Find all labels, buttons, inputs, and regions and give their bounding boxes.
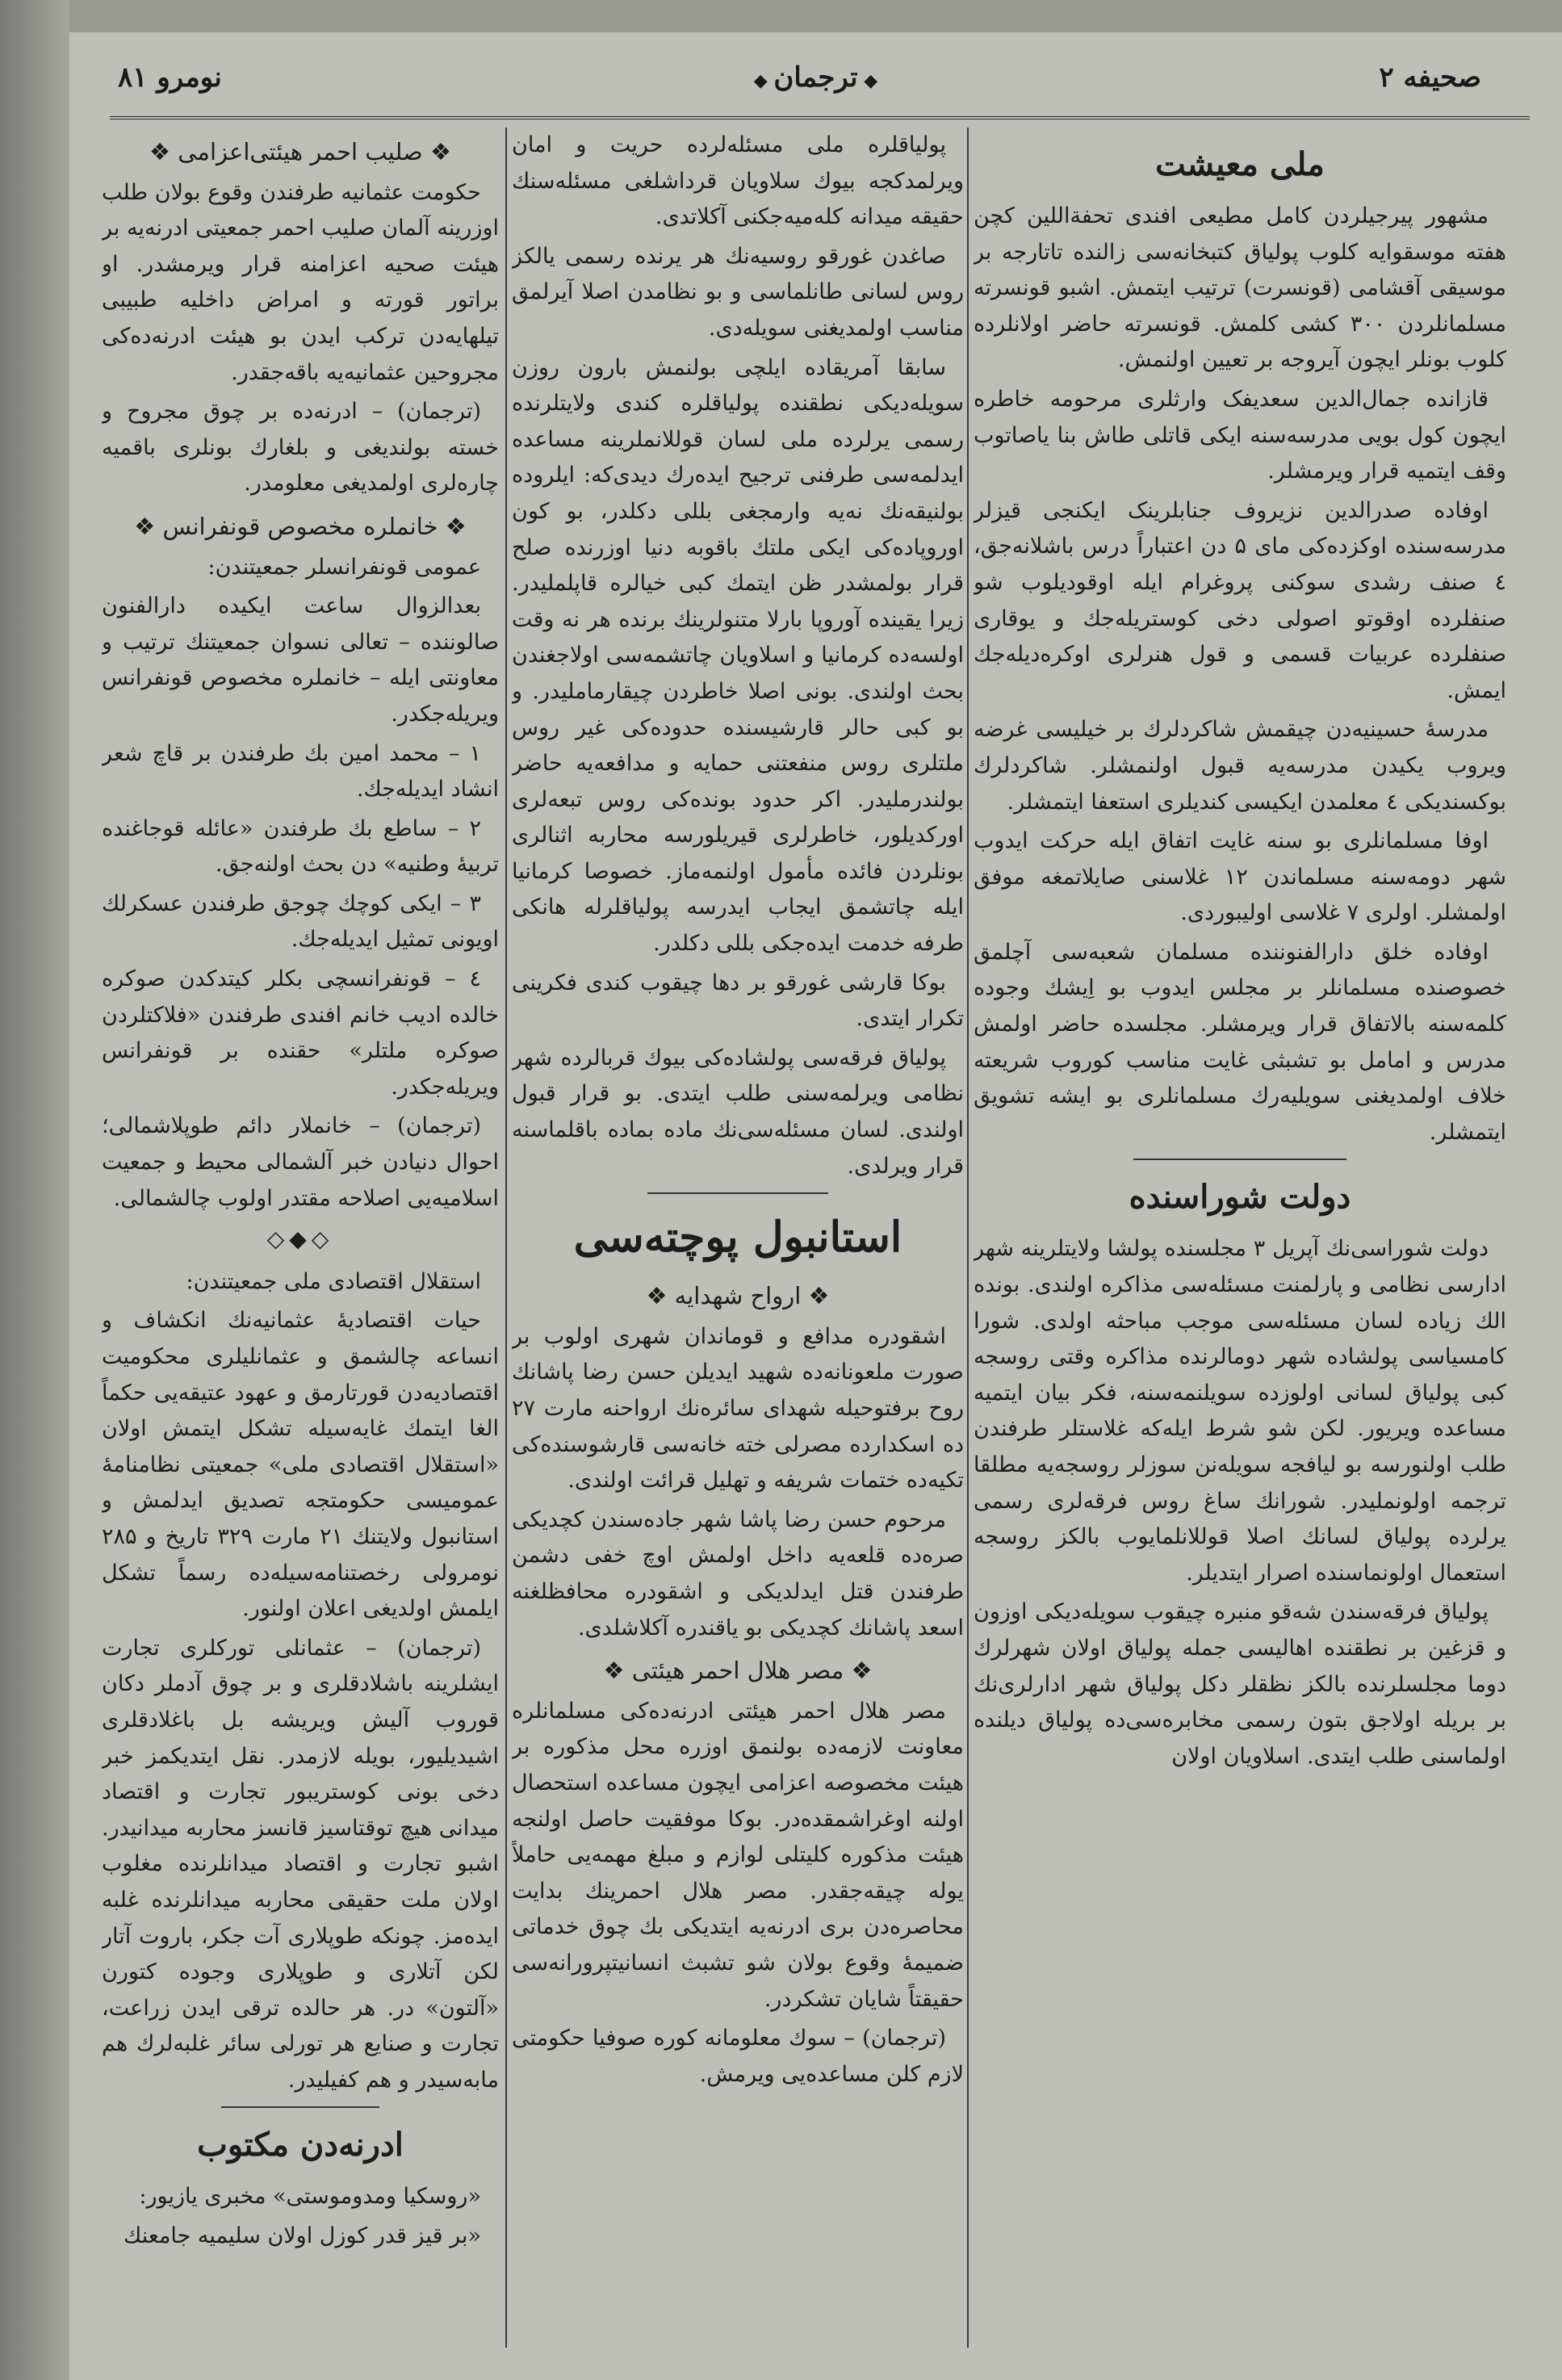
article-paragraph: اوفاده صدرالدین نزیروف جنابلرینک ایکنجی قیزلر مدرسه‌سنده اوکزده‌کی مای ۵ دن اعتباراً درس باشلانه‌جق، ٤ صنف رشدی سوکنی پروغرام ایله اوقودیلوب شو صنفلرده اوقوتو اصولی دخی کوستریله‌جك و یوقاری صنفلرده عربیات قسمی و قول هنرلری اوکره‌دیله‌جك ایمش. [974,497,1506,703]
section-rule [647,1192,828,1194]
article-paragraph: مشهور پیرجیلردن کامل مطیعی افندی تحفةاللین کچن هفته موسقوایه کلوب پولیاق کتبخانه‌سی زالنده تاتارجه بر موسیقی آقشامی (قونسرت) ترتیب ایتمش. اشبو قونسرته مسلمانلردن ۳۰۰ کشی کلمش. قونسرته حاضر اولانلرده کلوب بونلر ایچون آیروجه بر تعیین اولنمش. [974,203,1506,373]
ornament-divider: ◇◆◇ [266,1226,334,1253]
article-paragraph: پولیاق فرقه‌سی پولشاده‌کی بیوك قربالرده شهر نظامی ویرلمه‌سنی طلب ایتدی. بو قرار قبول اولندی. لسان مسئله‌سی‌نك ماده بماده باقلماسنه قرار ویرلدی. [512,1045,964,1179]
article-paragraph: عمومی قونفرانسلر جمعیتندن: [207,554,481,580]
section-title-edirne-mektub: ادرنه‌دن مکتوب [197,2126,404,2164]
article-paragraph: استقلال اقتصادی ملی جمعیتندن: [186,1268,481,1294]
article-paragraph: پولیاق فرقه‌سندن شه‌قو منبره چیقوب سویله‌دیکی اوزون و قزغین بر نطقنده اهالیسی جمله پولیاق اولان شهرلرك دوما مجلسلرنده بالکز نظقلر دکل پولیاق شهر ادارلری‌نك بر بریله اولاجق بتون رسمی مخابره‌سی‌ده پولیاق دیلنده اولماسنی طلب ایتدی. اسلاویان اولان [974,1599,1506,1769]
article-paragraph: اشقودره مدافع و قوماندان شهری اولوب بر صورت ملعونانه‌ده شهید ایدیلن حسن رضا پاشانك روح برفتوحیله شهدای سائره‌نك ارواحنه مارت ۲۷ ده اسکدارده مصرلی خته خانه‌سی قارشوسنده‌کی تکیه‌ده ختمات شریفه و تهلیل قرائت اولندی. [512,1323,964,1494]
article-paragraph: سابقا آمریقاده ایلچی بولنمش بارون روزن سویله‌دیکی نطقنده پولیاقلره کندی ولایتلرنده رسمی یرلرده ملی لسان قوللانملرینه مساعده ایدلمه‌سی طرفنی ترجیح ایده‌رك دیدی‌که: ایلروده بولنیقه‌نك نه‌یه وارمجغی بللی دکلدر، بو کون اوروپاده‌کی ایکی ملتك باقوبه دنیا اوزرنده صلح قرار بولمشدر ظن ایتمك کبی خیالره قاپلملیدر. زیرا یقینده آوروپا بارلا متنولرینك برنده هر نه وقت اولسه‌ده کرمانیا و اسلاویان چاتشمه‌سی اولاجغندن بحث اولندی. بونی اصلا خاطردن چیقارمامليدر. و بو کبی حالر قارشیسنده حدوده‌کی غیر روس ملتلری روس منفعتنی حمایه و مدافعه‌یه حاضر بولندرملیدر. اکر حدود بونده‌کی روس تبعه‌لری اورکدیلور، خاطرلری قیریلورسه محاربه اثنالری بونلردن فائده مأمول اولنمه‌ماز. خصوصا کرمانیا ایله چاتشمق ایجاب ایدرسه پولیاقلرله هانکی طرفه خدمت ایده‌جکی بللی دکلدر. [512,354,964,957]
page-header [69,32,1562,113]
article-paragraph: پولیاقلره ملی مسئله‌لرده حریت و امان ویرلمدکجه بیوك سلاویان قرداشلغی مسئله‌سنك حقیقه میدانه کله‌میه‌جکنی آکلاتدی. [512,132,964,230]
article-paragraph: مدرسهٔ حسینیه‌دن چیقمش شاکردلرك بر خیلیسی غرضه ویروب یکیدن مدرسه‌یه قبول اولنمشلر. شاکردلرك بوکسندیکی ٤ معلمدن ایکیسی کندیلری استعفا ایتمشلر. [974,717,1506,815]
article-paragraph: بوکا قارشی غورقو بر دها چیقوب کندی فکرینی تکرار ایتدی. [512,970,964,1032]
article-paragraph: (ترجمان) – ادرنه‌ده بر چوق مجروح و خسته بولندیغی و بلغارك بونلری باقمیه چاره‌لری اولمدیغی معلومدر. [102,399,499,497]
article-paragraph: حکومت عثمانیه طرفندن وقوع بولان طلب اوزرینه آلمان صلیب احمر جمعیتی ادرنه‌یه بر هیئت صحیه اعزامنه قرار ویرمشدر. او براتور قورته و امراض داخلیه طبیبی تیلهایه‌دن ترکب ایدن بو هیئت ادرنه‌ده‌کی مجروحین عثمانیه‌یه باقه‌جقدر. [102,179,499,385]
subheading-salib-ahmar: ❖ صلیب احمر هیئتی‌اعزامی ❖ [102,134,499,170]
article-paragraph: «روسکیا ومدوموستی» مخبری یازیور: [139,2184,481,2210]
article-paragraph: صاغدن غورقو روسیه‌نك هر یرنده رسمی یالکز روس لسانی طانلماسی و بو نظامدن اصلا آیرلمق مناسب اولمدیغنی سویله‌دی. [512,243,964,341]
section-rule [221,2106,380,2108]
column-right [974,128,1506,2356]
article-paragraph: بعدالزوال ساعت ایکیده دارالفنون صالوننده – تعالی نسوان جمعیتنك ترتیب و معاونتی ایله – خانملره مخصوص قونفرانس ویریله‌جکدر. [102,593,499,727]
page-number-label: صحیفه ۲ [1379,61,1481,94]
article-paragraph: اوفاده خلق دارالفنوننده مسلمان شعبه‌سی آچلمق خصوصنده مسلمانلر بر مجلس ایدوب بو اِیشك وجوده کلمه‌سنه بالاتفاق قرار ویرمشلر. مجلسده حاضر اولمش مدرس و امامل بو تشبثی غایت مناسب کوروب شریعته خلاف اولمدیغنی سویلیه‌رك مسلمانلری بو ایشه تشویق ایتمشلر. [974,939,1506,1145]
column-divider-right [967,128,969,2348]
section-title-milli-maishat: ملی معیشت [1155,145,1325,183]
header-rule [110,116,1530,119]
section-title-istanbul-postasi: استانبول پوچته‌سی [573,1213,902,1263]
issue-number-label: نومرو ۸۱ [118,61,222,94]
section-title-devlet-surasi: دولت شوراسنده [1129,1178,1351,1217]
article-paragraph: «بر قیز قدر کوزل اولان سلیمیه جامعنك [124,2223,481,2249]
article-paragraph: قازانده جمال‌الدین سعدیفک وارثلری مرحومه خاطره ایچون کول بویی مدرسه‌سنه ایکی قاتلی طاش بنا یاصاتوب وقف ایتمیه قرار ویرمشلر. [974,386,1506,484]
article-paragraph: مرحوم حسن رضا پاشا شهر جاده‌سندن کچدیکی صره‌ده قلعه‌یه داخل اولمش اوچ خفی دشمن طرفندن قتل ایدلدیکی و اشقودره محافظلغنه اسعد پاشانك کچدیکی بو یاقندره آکلاشلدی. [512,1506,964,1640]
article-paragraph: مصر هلال احمر هیئتی ادرنه‌ده‌کی مسلمانلره معاونت لازمه‌ده بولنمق اوزره محل مذکوره بر هیئت مخصوصه اعزامی ایچون مساعده استحصال اولنه اوغراشمقده‌در. بوکا موفقیت حاصل اولنجه هیئت مذکوره کلیتلی لوازم و مبلغ مهمه‌یی حاملاً یوله چیقه‌جقدر. مصر هلال احمرینك بدایت محاصره‌دن بری ادرنه‌یه ایتدیکی بك چوق خدماتی ضمیمهٔ وقوع بولان شو تشبث انسانیتپرورانه‌سی حقیقتاً شایان تشکردر. [512,1698,964,2012]
list-item: ٤ – قونفرانسچی بکلر کیتدکدن صوکره خالده ادیب خانم افندی طرفندن «فلاکتلردن صوکره ملتلر» حقنده بر قونفرانس ویریله‌جکدر. [102,966,499,1100]
article-paragraph: دولت شوراسی‌نك آپریل ۳ مجلسنده پولشا ولایتلرینه شهر ادارسی نظامی و پارلمنت مسئله‌سی مذاکره اولندی. بونده الك زیاده لسان مسئله‌سی موجب مباحثه اولدی. شورا کامسیاسی پولشاده شهر دومالرنده مذاکره وقتی روسجه کبی پولیاق لسانی اولوزده سویلنمه‌سنه، فکر بیان ایتمیه مساعده ویریور. لکن شو شرط ایله‌که غلاستلر طرفندن طلب اولنورسه بو لیافجه سویله‌نن سوزلر روسجه‌یه مطلقا ترجمه اولونملیدر. شورانك ساغ روس فرقه‌لری رسمی یرلرده پولیاق لسانك اصلا قوللانلمایوب بالکز روسجه استعمال اولونماسنده اصرار ایتدیلر. [974,1236,1506,1586]
article-paragraph: حیات اقتصادیهٔ عثمانیه‌نك انکشاف و انساعه چالشمق و عثمانلیلری محکومیت اقتصادیه‌دن قورتارمق و عهود عتیقه‌یی حکماً الغا ایتمك غایه‌سیله تشکل ایتمش اولان «استقلال اقتصادی ملی» جمعیتی نظامنامهٔ عمومیسی حکومتجه تصدیق ایدلمش و استانبول ولایتنك ۲۱ مارت ۳۲۹ تاریخ و ۲۸۵ نومرولی رخصتنامه‌سیله‌ده رسماً تشکل ایلمش اولدیغی اعلان اولنور. [102,1308,499,1622]
article-paragraph: (ترجمان) – عثمانلی تورکلری تجارت ایشلرینه باشلادقلری و بر چوق آدملر دکان قوروب آلیش ویریشه بل باغلادقلری اشیدیلیور، بویله لازمدر. نقل ایتدیکمز خبر دخی بونی کوستریبور تجارت و اقتصاد میدانی هیچ توقتاسیز قانسز محاربه میدانیدر. اشبو تجارت و اقتصاد میدانلرنده مغلوب اولان ملت حقیقی محاربه میدانلرنده غلبه ایده‌مز. چونکه طوپلاری آت جکر، باروت آتار لکن آتلاری و طوپلاری وجوده کتورن «آلتون» در. هر حالده ترقی ایدن زراعت، تجارت و صنایع هر تورلی سائر غلبه‌لرك هم مابه‌سیدر و هم کفیلیدر. [102,1635,499,2093]
newspaper-name: ◆ ترجمان ◆ [754,61,877,94]
subheading-hanimlar-konferans: ❖ خانملره مخصوص قونفرانس ❖ [102,509,499,545]
column-divider-left [505,128,507,2348]
list-item: ۲ – ساطع بك طرفندن «عائله قوجاغنده تربیهٔ وطنیه» دن بحث اولنه‌جق. [102,815,499,878]
column-middle [512,128,964,2356]
newspaper-page [69,32,1562,2380]
section-rule [1133,1159,1346,1160]
list-item: ۳ – ایکی کوچك چوجق طرفندن عسکرلك اویونی تمثیل ایدیله‌جك. [102,890,499,953]
article-paragraph: (ترجمان) – سوك معلومانه کوره صوفیا حکومتی لازم کلن مساعده‌یی ویرمش. [512,2026,964,2087]
subheading-ervah-sehadaya: ❖ ارواح شهدایه ❖ [512,1278,964,1314]
article-paragraph: (ترجمان) – خانملار دائم طوپلاشمالی؛ احوال دنیادن خبر آلشمالی محیط و جمعیت اسلامیه‌یی اصلاحه مقتدر اولوب چالشمالی. [102,1113,499,1211]
subheading-misr-hilal-ahmar: ❖ مصر هلال احمر هیئتی ❖ [512,1653,964,1689]
page-gutter-shadow [0,0,69,2380]
list-item: ۱ – محمد امین بك طرفندن بر قاچ شعر انشاد ایدیله‌جك. [102,740,499,802]
column-left [102,128,499,2356]
article-paragraph: اوفا مسلمانلری بو سنه غایت اتفاق ایله حرکت ایدوب شهر دومه‌سنه مسلماندن ۱۲ غلاسنی صایلاتمغه موفق اولمشلر. اولری ۷ غلاسی اولیبوردی. [974,828,1506,926]
